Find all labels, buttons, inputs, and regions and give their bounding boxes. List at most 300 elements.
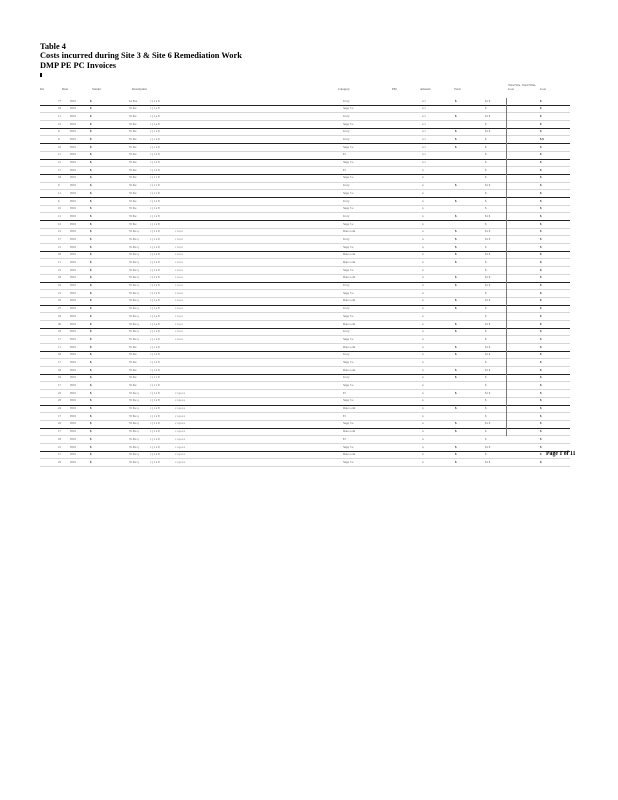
cell-f: c a a a [175, 267, 183, 272]
cell-g: Date a em [343, 429, 356, 434]
cell-m: $ [540, 367, 542, 372]
cell-g: Supp 3 e [343, 244, 354, 249]
cell-d: 55 lbe [129, 183, 137, 188]
cell-i: n [422, 298, 424, 303]
cell-l: $ [485, 221, 487, 226]
cell-f: c a a a [175, 244, 183, 249]
cell-c: $ [90, 175, 92, 180]
cell-c: $ [90, 229, 92, 234]
cell-i: n [422, 383, 424, 388]
cell-i: n [422, 406, 424, 411]
cell-c: $ [90, 444, 92, 449]
cell-c: $ [90, 290, 92, 295]
cell-g: Supp 3 e [343, 459, 354, 464]
column-divider [506, 98, 507, 436]
table-row [40, 229, 570, 237]
cell-i: n [422, 421, 424, 426]
cell-g: Ivory [343, 329, 350, 334]
table-row [40, 129, 570, 137]
cell-c: $ [90, 359, 92, 364]
cell-i: n [422, 452, 424, 457]
cell-l: $1 $ [485, 321, 491, 326]
cell-i: n [422, 260, 424, 265]
col-header-description: Description [132, 87, 147, 91]
cell-c: $ [90, 390, 92, 395]
cell-e: c j 1 a 8 [150, 121, 160, 126]
cell-d: 55 lbe [129, 175, 137, 180]
cell-m: $ [540, 267, 542, 272]
col-header-category: Category [338, 87, 350, 91]
cell-a: 15 [58, 229, 61, 234]
cell-f: c a a a [175, 329, 183, 334]
cell-a: 22 [58, 298, 61, 303]
cell-e: c j 1 a 8 [150, 190, 160, 195]
cell-l: $1 $ [485, 129, 491, 134]
cell-i: n 1 [422, 113, 426, 118]
cell-l: $ [485, 359, 487, 364]
cell-g: Supp 3 e [343, 421, 354, 426]
cell-c: $ [90, 267, 92, 272]
cell-e: c j 1 a 8 [150, 429, 160, 434]
cell-b: 0501 [70, 367, 76, 372]
cell-d: 55 lbe [129, 129, 137, 134]
cell-g: El [343, 390, 346, 395]
cell-d: 55 lbe [129, 113, 137, 118]
cell-i: n [422, 390, 424, 395]
table-subtitle: Costs incurred during Site 3 & Site 6 Remediation Work [40, 51, 242, 61]
table-row [40, 183, 570, 191]
cell-j: $ [455, 113, 457, 118]
cell-f: c a p a a [175, 429, 185, 434]
cell-c: $ [90, 375, 92, 380]
table-row [40, 106, 570, 114]
cell-d: 55 lbe q [129, 244, 139, 249]
cell-m: $ [540, 236, 542, 241]
cell-a: 15 [58, 160, 61, 165]
cell-c: $ [90, 406, 92, 411]
table-row [40, 406, 570, 414]
cell-e: c j 1 a 8 [150, 160, 160, 165]
cell-m: $ [540, 152, 542, 157]
cell-j: $ [455, 260, 457, 265]
cell-m: $ [540, 352, 542, 357]
cell-i: n [422, 429, 424, 434]
cell-j: $ [455, 137, 457, 142]
cell-j: $ [455, 98, 457, 103]
cell-b: 0501 [70, 183, 76, 188]
cell-d: 55 lbe [129, 375, 137, 380]
cell-c: $ [90, 244, 92, 249]
cell-b: 0501 [70, 98, 76, 103]
cell-a: 12 [58, 221, 61, 226]
cell-j: $ [455, 444, 457, 449]
cell-b: 0501 [70, 306, 76, 311]
cell-m: $ [540, 160, 542, 165]
cell-e: c j 1 a 8 [150, 290, 160, 295]
cell-e: c j 1 a 8 [150, 436, 160, 441]
cell-g: Supp 3 e [343, 175, 354, 180]
cell-l: $ [485, 336, 487, 341]
cell-b: 0501 [70, 321, 76, 326]
col-header-cost: Cost [540, 87, 546, 91]
col-header-inv: Inv [40, 87, 45, 91]
cell-i: n [422, 459, 424, 464]
cell-d: 55 lbe q [129, 267, 139, 272]
cell-c: $ [90, 121, 92, 126]
cell-l: $1 $ [485, 390, 491, 395]
cell-d: 55 lbe q [129, 329, 139, 334]
table-row [40, 298, 570, 306]
cell-g: Date a em [343, 344, 356, 349]
cell-b: 0501 [70, 429, 76, 434]
cell-a: 11 [58, 344, 61, 349]
cell-m: $ [540, 313, 542, 318]
cell-a: 19 [58, 283, 61, 288]
cell-b: 0501 [70, 267, 76, 272]
cell-l: $1 $ [485, 275, 491, 280]
cell-j: $ [455, 283, 457, 288]
table-row [40, 283, 570, 291]
cell-c: $ [90, 236, 92, 241]
col-header-vendor: Vendor [92, 87, 102, 91]
cell-j: $ [455, 352, 457, 357]
cell-f: c a a a [175, 306, 183, 311]
cell-b: 0501 [70, 336, 76, 341]
cell-l: $ [485, 175, 487, 180]
cell-m: $ [540, 306, 542, 311]
cell-d: 55 lbe [129, 359, 137, 364]
cell-c: $ [90, 260, 92, 265]
cell-c: $ [90, 183, 92, 188]
table-row [40, 413, 570, 421]
cell-a: 9 [58, 129, 60, 134]
cell-a: 18 [58, 175, 61, 180]
cell-m: $ [540, 121, 542, 126]
cell-b: 0501 [70, 290, 76, 295]
cell-b: 0501 [70, 313, 76, 318]
cell-m: $ [540, 206, 542, 211]
cell-g: Date a em [343, 321, 356, 326]
cell-m: $ [540, 213, 542, 218]
cell-g: Ivory [343, 137, 350, 142]
cell-l: $1 $ [485, 459, 491, 464]
cell-e: c j 1 a 8 [150, 236, 160, 241]
table-row [40, 459, 570, 467]
cell-d: 55 lbe [129, 160, 137, 165]
table-row [40, 213, 570, 221]
cell-c: $ [90, 298, 92, 303]
cell-a: 17 [58, 429, 61, 434]
cell-d: 55 lbe q [129, 229, 139, 234]
cell-d: 55 lbe q [129, 252, 139, 257]
cell-g: El [343, 436, 346, 441]
cell-e: c j 1 a 8 [150, 283, 160, 288]
cell-g: Supp 3 e [343, 160, 354, 165]
cell-j: $ [455, 229, 457, 234]
col-header-pm: PM [392, 87, 397, 91]
cell-a: 11 [58, 113, 61, 118]
table-row [40, 321, 570, 329]
cell-j: $ [455, 367, 457, 372]
cell-e: c j 1 a 8 [150, 313, 160, 318]
cell-d: 55 lbe q [129, 429, 139, 434]
cell-b: 0501 [70, 413, 76, 418]
cell-g: Supp 3 e [343, 190, 354, 195]
cell-a: 19 [58, 375, 61, 380]
cell-m: $ [540, 406, 542, 411]
cell-j: $ [455, 459, 457, 464]
cell-b: 0501 [70, 390, 76, 395]
cell-c: $ [90, 152, 92, 157]
cell-b: 0501 [70, 398, 76, 403]
cell-i: n [422, 329, 424, 334]
cell-c: $ [90, 413, 92, 418]
cell-d: 55 lbe q [129, 336, 139, 341]
cell-a: 9 [58, 183, 60, 188]
cell-c: $ [90, 144, 92, 149]
cell-f: c a p a a [175, 390, 185, 395]
cell-b: 0501 [70, 206, 76, 211]
cell-d: 55 lbe q [129, 298, 139, 303]
cell-j: $ [455, 244, 457, 249]
cell-g: Supp 3 e [343, 121, 354, 126]
cell-m: $ [540, 398, 542, 403]
cell-m: $ [540, 359, 542, 364]
cell-c: $ [90, 129, 92, 134]
cell-i: n [422, 190, 424, 195]
cell-c: $ [90, 167, 92, 172]
cell-f: c a a a [175, 290, 183, 295]
cell-e: c j 1 a 8 [150, 167, 160, 172]
table-row [40, 382, 570, 390]
cell-a: 11 [58, 152, 61, 157]
cell-l: $1 $ [485, 283, 491, 288]
cell-g: Date a em [343, 260, 356, 265]
cell-j: $ [455, 306, 457, 311]
table-row [40, 175, 570, 183]
cell-c: $ [90, 190, 92, 195]
table-row [40, 121, 570, 129]
cell-b: 0501 [70, 444, 76, 449]
table-row [40, 190, 570, 198]
cell-i: n [422, 275, 424, 280]
cell-e: c j 1 a 8 [150, 444, 160, 449]
cell-e: c j 1 a 8 [150, 452, 160, 457]
cell-a: 21 [58, 267, 61, 272]
cell-a: 18 [58, 275, 61, 280]
cell-f: c a p a a [175, 436, 185, 441]
cell-d: 55 lbe [129, 213, 137, 218]
cell-c: $ [90, 398, 92, 403]
cell-l: $ [485, 106, 487, 111]
cell-e: c j 1 a 8 [150, 367, 160, 372]
cell-f: c a a a [175, 336, 183, 341]
cell-f: c a p a a [175, 398, 185, 403]
table-row [40, 259, 570, 267]
cell-l: $ [485, 436, 487, 441]
cell-e: c j 1 a 8 [150, 459, 160, 464]
table-row [40, 352, 570, 360]
cell-g: Date a em [343, 275, 356, 280]
cell-i: n [422, 367, 424, 372]
table-row [40, 221, 570, 229]
cell-d: 55 lbe q [129, 390, 139, 395]
cell-g: Date a em [343, 452, 356, 457]
cell-i: n [422, 313, 424, 318]
cell-a: 9 [58, 198, 60, 203]
cell-d: 55 lbe q [129, 306, 139, 311]
cell-e: c j 1 a 8 [150, 359, 160, 364]
cell-l: $ [485, 383, 487, 388]
cell-m: $ [540, 321, 542, 326]
table-row [40, 275, 570, 283]
cell-m: $ [540, 113, 542, 118]
cell-g: Date a em [343, 406, 356, 411]
cell-m: $ [540, 252, 542, 257]
table-row [40, 329, 570, 337]
table-row [40, 421, 570, 429]
cell-l: $1 $ [485, 236, 491, 241]
table-row [40, 359, 570, 367]
cell-f: c a p a a [175, 444, 185, 449]
cell-f: c a a a [175, 252, 183, 257]
table-row [40, 452, 570, 460]
cell-i: n [422, 244, 424, 249]
cell-a: 20 [58, 321, 61, 326]
cell-d: 55 lbe [129, 344, 137, 349]
cell-g: Supp 3 e [343, 398, 354, 403]
cell-m: $ [540, 183, 542, 188]
cell-i: n [422, 290, 424, 295]
cell-b: 0501 [70, 252, 76, 257]
cell-e: c j 1 a 8 [150, 144, 160, 149]
cell-e: c j 1 a 8 [150, 175, 160, 180]
cell-c: $ [90, 206, 92, 211]
cell-e: c j 1 a 8 [150, 213, 160, 218]
cell-b: 0501 [70, 352, 76, 357]
cell-i: n [422, 398, 424, 403]
cell-d: 55 lbe q [129, 436, 139, 441]
cell-c: $ [90, 352, 92, 357]
table-row [40, 144, 570, 152]
cell-i: n 1 [422, 152, 426, 157]
cell-c: $ [90, 275, 92, 280]
table-row [40, 390, 570, 398]
cell-g: Ivory [343, 129, 350, 134]
cell-m: $ [540, 129, 542, 134]
col-header-amount: Amount [420, 87, 431, 91]
cell-l: $ [485, 190, 487, 195]
cell-f: c a a a [175, 283, 183, 288]
cell-i: n [422, 206, 424, 211]
cell-i: n 1 [422, 137, 426, 142]
table-row [40, 160, 570, 168]
page-number: Page 1 of 11 [546, 451, 576, 457]
cell-a: 21 [58, 444, 61, 449]
cell-l: $1 $ [485, 183, 491, 188]
cell-d: 55 lbe q [129, 452, 139, 457]
cell-d: 55 lbe [129, 352, 137, 357]
cell-i: n [422, 198, 424, 203]
cell-l: $ [485, 413, 487, 418]
cell-i: n [422, 283, 424, 288]
cell-l: $1 $ [485, 113, 491, 118]
cell-g: Date a em [343, 229, 356, 234]
cell-b: 0501 [70, 383, 76, 388]
cell-e: c j 1 a 8 [150, 113, 160, 118]
cell-a: 18 [58, 352, 61, 357]
cell-l: $ [485, 137, 487, 142]
cell-i: n [422, 436, 424, 441]
cell-i: n [422, 267, 424, 272]
cell-m: $ [540, 275, 542, 280]
cell-j: $ [455, 198, 457, 203]
cell-b: 0501 [70, 106, 76, 111]
cell-m: $ [540, 383, 542, 388]
cell-b: 0501 [70, 167, 76, 172]
cell-b: 0501 [70, 198, 76, 203]
cell-c: $ [90, 137, 92, 142]
cell-d: 55 lbe q [129, 444, 139, 449]
cell-l: $1 $ [485, 444, 491, 449]
cell-a: 24 [58, 406, 61, 411]
cell-a: 77 [58, 98, 61, 103]
cell-f: c a p a a [175, 421, 185, 426]
cell-m: $ [540, 336, 542, 341]
cell-e: c j 1 a 8 [150, 375, 160, 380]
cell-g: Ivory [343, 375, 350, 380]
cell-m: $ [540, 244, 542, 249]
cell-d: 55 lbe q [129, 406, 139, 411]
cell-c: $ [90, 336, 92, 341]
cell-e: c j 1 a 8 [150, 129, 160, 134]
cell-d: 55 lbe q [129, 413, 139, 418]
table-row [40, 367, 570, 375]
cell-l: $ [485, 306, 487, 311]
cell-j: $ [455, 129, 457, 134]
cell-m: $ [540, 421, 542, 426]
cell-b: 0501 [70, 375, 76, 380]
cell-m: $ [540, 190, 542, 195]
cell-a: 8 [58, 137, 60, 142]
cell-j: $ [455, 275, 457, 280]
cell-m: $ [540, 452, 542, 457]
cell-e: c j 1 a 8 [150, 106, 160, 111]
page-title [40, 42, 242, 70]
cell-l: $1 $ [485, 229, 491, 234]
cell-b: 0501 [70, 359, 76, 364]
table-row [40, 375, 570, 383]
cell-m: $ [540, 390, 542, 395]
col-header-total-sites: Total Sites [522, 83, 536, 87]
cell-d: 55 lbe [129, 190, 137, 195]
cell-a: 17 [58, 167, 61, 172]
cell-d: 55 lbe [129, 221, 137, 226]
cell-i: n [422, 444, 424, 449]
cell-d: 55 lbe [129, 167, 137, 172]
cell-c: $ [90, 252, 92, 257]
cell-i: n 1 [422, 144, 426, 149]
cell-e: c j 1 a 8 [150, 275, 160, 280]
cell-b: 0501 [70, 236, 76, 241]
cell-a: 10 [58, 206, 61, 211]
cell-e: c j 1 a 8 [150, 336, 160, 341]
cell-j: $ [455, 321, 457, 326]
cell-m: $ [540, 436, 542, 441]
cell-g: Supp 3 e [343, 359, 354, 364]
cell-l: $1 $ [485, 352, 491, 357]
cell-l: $ [485, 290, 487, 295]
